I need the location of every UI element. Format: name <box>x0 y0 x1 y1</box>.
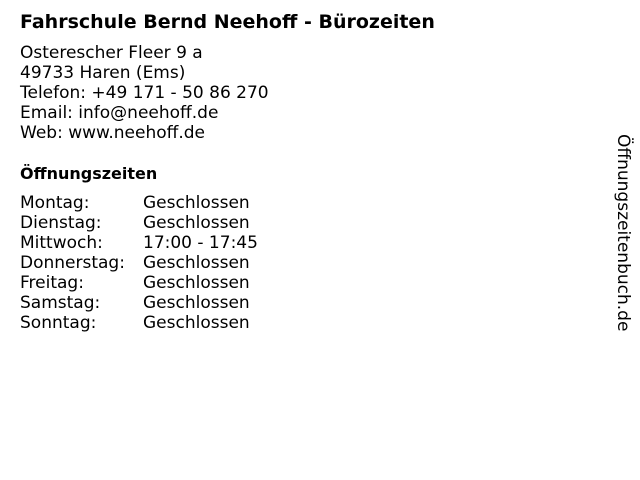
hours-time: Geschlossen <box>143 213 250 233</box>
hours-time: Geschlossen <box>143 293 250 313</box>
hours-row-tuesday <box>20 213 258 233</box>
hours-day: Dienstag: <box>20 213 102 233</box>
address-city: 49733 Haren (Ems) <box>20 63 186 83</box>
hours-table <box>20 193 258 333</box>
hours-row-monday <box>20 193 258 213</box>
hours-row-sunday <box>20 313 258 333</box>
hours-day: Freitag: <box>20 273 84 293</box>
hours-time: Geschlossen <box>143 253 250 273</box>
hours-day: Samstag: <box>20 293 101 313</box>
page-title: Fahrschule Bernd Neehoff - Bürozeiten <box>20 11 435 33</box>
phone-line: Telefon: +49 171 - 50 86 270 <box>20 83 269 103</box>
email-line: Email: info@neehoff.de <box>20 103 219 123</box>
hours-row-wednesday <box>20 233 258 253</box>
hours-heading: Öffnungszeiten <box>20 164 158 183</box>
hours-row-friday <box>20 273 258 293</box>
hours-day: Mittwoch: <box>20 233 103 253</box>
side-brand-text: Öffnungszeitenbuch.de <box>613 134 633 332</box>
contact-block <box>20 43 269 143</box>
hours-time: Geschlossen <box>143 193 250 213</box>
hours-row-saturday <box>20 293 258 313</box>
hours-row-thursday <box>20 253 258 273</box>
hours-time: Geschlossen <box>143 313 250 333</box>
address-street: Osterescher Fleer 9 a <box>20 43 203 63</box>
hours-day: Sonntag: <box>20 313 97 333</box>
web-line: Web: www.neehoff.de <box>20 123 205 143</box>
hours-day: Donnerstag: <box>20 253 125 273</box>
hours-time: Geschlossen <box>143 273 250 293</box>
hours-time: 17:00 - 17:45 <box>143 233 258 253</box>
hours-day: Montag: <box>20 193 90 213</box>
